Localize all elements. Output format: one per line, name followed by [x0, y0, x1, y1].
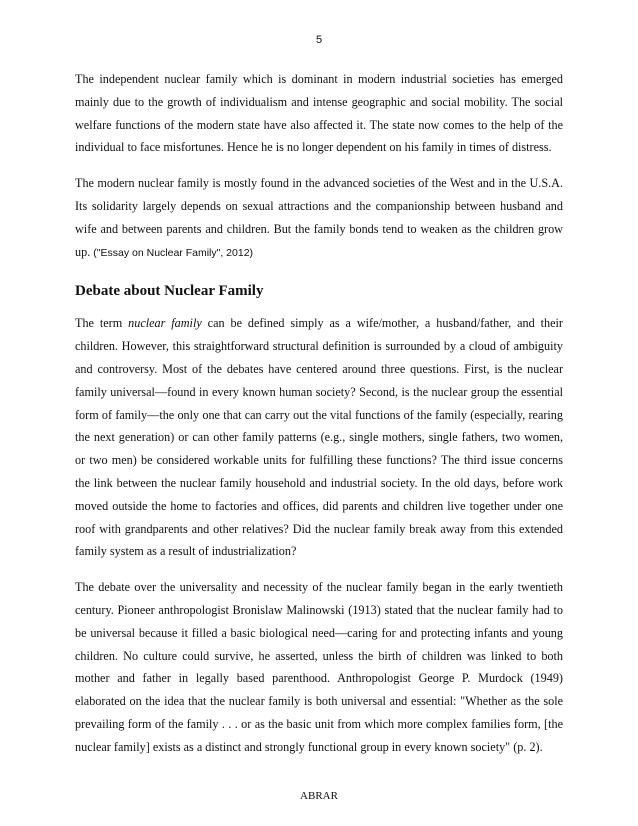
paragraph-text-start: The term — [75, 316, 123, 331]
page-number: 5 — [315, 34, 323, 46]
citation: ("Essay on Nuclear Family", 2012) — [93, 246, 254, 259]
paragraph-universality-debate: The debate over the universality and necessity of the nuclear family began in the early twentieth century. Pioneer anthropologist Bronislaw Malinowski (1913) stated that the nuclear family had to be universal because it filled a basic biological need—caring for and protecting infants and young children. No culture could survive, he asserted, unless the birth of children was linked to both mother and father in legally based parenthood. Anthropologist George P. Murdock (1949) elaborated on the idea that the nuclear family is both universal and essential: "Whether as the sole prevailing form of the family . . . or as the basic unit from which more complex families form, [the nuclear family] exists as a distinct and strongly functional group in every known society" (p. 2). — [75, 580, 563, 754]
italic-term: nuclear family — [128, 316, 202, 331]
section-heading: Debate about Nuclear Family — [75, 283, 264, 300]
footer-author: ABRAR — [300, 790, 338, 802]
paragraph-text-rest: can be defined simply as a wife/mother, a husband/father, and their children. However, this straightforward structural definition is surrounded by a cloud of ambiguity and controversy. Most of the debates have centered around three questions. First, is the nuclear family universal—found in every known human society? Second, is the nuclear group the essential form of family—the only one that can carry out the vital functions of the family (especially, rearing the next generation) or can other family patterns (e.g., single mothers, single fathers, two women, or two men) be considered workable units for fulfilling these functions? The third issue concerns the link between the nuclear family household and industrial society. In the old days, before work moved outside the home to factories and offices, did parents and children live together under one roof with grandparents and other relatives? Did the nuclear family break away from this extended family system as a result of industrialization? — [75, 316, 563, 559]
paragraph-modern-nuclear-family — [75, 172, 563, 264]
paragraph-text: The modern nuclear family is mostly found in the advanced societies of the West and in the U.S.A. Its solidarity largely depends on sexual attractions and the companionship between husband and wife and between parents and children. But the family bonds tend to weaken as the children grow up. — [75, 176, 563, 259]
paragraph-independent-nuclear-family: The independent nuclear family which is dominant in modern industrial societies has emerged mainly due to the growth of individualism and intense geographic and social mobility. The social welfare functions of the modern state have also affected it. The state now comes to the help of the individual to face misfortunes. Hence he is no longer dependent on his family in times of distress. — [75, 72, 563, 155]
page-content — [75, 68, 563, 759]
paragraph-definition — [75, 312, 563, 563]
